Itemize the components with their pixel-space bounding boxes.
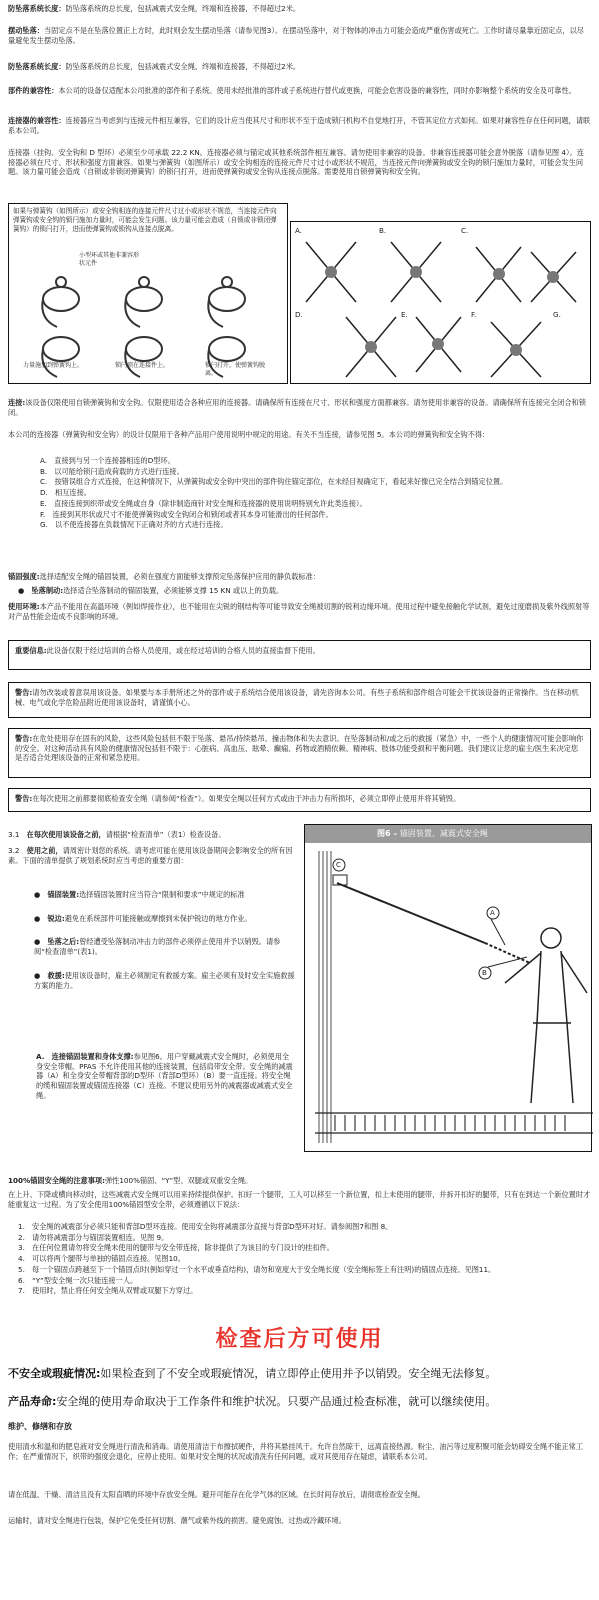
- unsafe-condition-paragraph: 不安全或瑕疵情况:如果检查到了不安全或瑕疵情况，请立即停止使用并予以销毁。安全绳无法修复。: [8, 1367, 497, 1380]
- environment-paragraph: 使用环境:本产品不能用在高温环境（例如焊接作业），也不能用在尖锐的钢结构等可能导致安全绳被切割的锐利边缘环境。使用过程中避免接触化学试剂，避免过度磨损及紫外线照射等对产品性能会造成不良影响的环境。: [8, 602, 590, 621]
- connector-usage-paragraph: 本公司的连接器（弹簧钩和安全钩）的设计仅限用于各种产品用户使用说明中规定的用途。有关不当连接，请参见图 5。本公司的弹簧钩和安全钩不得：: [8, 430, 490, 439]
- fig-label-d: D.: [295, 310, 303, 319]
- figure-6-anchorage-lanyard: [304, 824, 592, 1152]
- warning-box-inspection: 警告:在每次使用之前都要彻底检查安全绳（请参阅“检查”）。如果安全绳以任何方式或由于冲击力有所损坏，必须立即停止使用并将其销毁。: [8, 788, 591, 812]
- fall-arrest-bullet: ● 坠落制动:选择适合坠落制动的锚固装置，必须能够支撑 15 KN 或以上的负载。: [18, 586, 284, 595]
- plan-item-anchorage: ● 锚固装置:选择锚固装置时应当符合“限制和要求”中规定的标准: [34, 890, 245, 899]
- hundred-percent-tieoff-heading: 100%锚固安全绳的注意事项:弹性100%锚固、“Y”型、双腿或双重安全绳。: [8, 1176, 253, 1185]
- figure-6-illustration: [305, 843, 593, 1153]
- section-3-2: 3.2 使用之前，请周密计划您的系统。请考虑可能在使用该设备期间会影响安全的所有因素。下面的清单提供了规划系统时应当考虑的重要方面：: [8, 846, 293, 865]
- section-a-anchorage-connection: A. 连接锚固装置和身体支撑:参见图6。用户穿戴减震式安全绳时，必须使用全身安全带帽。PFAS 不允许使用其他的连接装置，包括肩带安全带。安全绳的减震器（A）和全身安全带帽背部的D型环（背部D型环）（B）要一直连接。将安全绳的缆和锚固装置或锚固连接器（C）连接。不建议使用另外的减震器或减震式安全绳。: [36, 1052, 293, 1100]
- product-life-paragraph: 产品寿命:安全绳的使用寿命取决于工作条件和维护状况。只要产品通过检查标准，就可以继续使用。: [8, 1395, 497, 1408]
- warning-box-health: 警告:在危处使用存在固有的风险，这些风险包括但不限于坠落、悬吊/持续悬吊、撞击物体和失去意识。在坠落制动和/或之后的救援（紧急）中，一些个人的健康情况可能会影响你的安全。对这种活动具有风险的健康情况包括但不限于：心脏病、高血压、眩晕、癫痫、药物或酒精依赖、精神病、肢体功能受损和平衡问题。我们建议让您的雇主/医生来决定您是否适合处理该设备的正常和紧急使用。: [8, 728, 591, 778]
- improper-connections-illustration: [291, 222, 592, 385]
- list-item: 4. 可以将两个腿带与单独的锚固点连接。见图10。: [18, 1254, 185, 1264]
- important-info-box: 重要信息:此设备仅限于经过培训的合格人员使用，或在经过培训的合格人员的直接监督下使用。: [8, 640, 591, 670]
- fig-label-e: E.: [401, 310, 408, 319]
- list-item: C. 按错误组合方式连接，在这种情况下，从弹簧钩或安全钩中突出的部件钩住锚定部位，在未经目视确定下，看起来好像已完全结合到锚定位置。: [40, 477, 508, 487]
- fig-label-b: B.: [379, 226, 387, 235]
- list-item: D. 相互连接。: [40, 488, 91, 498]
- tieoff-rules-list: [18, 1222, 589, 1297]
- connection-paragraph: 连接:该设备仅限使用自锁弹簧钩和安全钩。仅限使用适合各种应用的连接器。请确保所有连接在尺寸、形状和强度方面都兼容。请勿使用非兼容的设备。请确保所有连接完全闭合和锁闭。: [8, 398, 586, 417]
- hook-step-label-1: 力量施加到弹簧钩上。: [23, 362, 84, 369]
- section-3-1: 3.1 在每次使用该设备之前，请根据“检查清单”（表1）检查设备。: [8, 830, 226, 839]
- list-item: 2. 请勿将减震部分与锚固装置相连。见图 9。: [18, 1232, 169, 1242]
- connector-strength-paragraph: 连接器（挂钩、安全钩和 D 型环）必须至少可承载 22.2 KN。连接器必须与锚定或其他系统部件相互兼容。请勿使用非兼容的设备。非兼容连接器可能会意外脱落（请参见图 4）。连接器必须在尺寸、形状和强度方面兼容。如果与弹簧钩（如图所示）或安全钩相连的连接元件尺寸过小或形状不规范，当连接元件向弹簧钩或安全钩的锁闩施加力量时，可能会发生问题。该力量可能会造成（自锁或非锁闭弹簧钩）的锁闩打开，进而使弹簧钩或安全钩从连接点脱落。需要使用自锁弹簧钩和安全钩。: [8, 148, 584, 177]
- list-item: B. 以可能给锁闩造成荷载的方式进行连接。: [40, 466, 184, 476]
- figure-6-title-bar: 图6 – 锚固装置、减震式安全绳: [305, 825, 591, 843]
- fig6-label-b: B: [482, 969, 487, 977]
- fig-label-a: A.: [295, 226, 303, 235]
- fig6-label-a: A: [490, 909, 495, 917]
- maintenance-heading: 维护、修缮和存放: [8, 1422, 72, 1431]
- list-item: F. 连接到其形状或尺寸不能使弹簧钩或安全钩闭合和锁闭或者其本身可能滑出的任何部件。: [40, 509, 333, 519]
- storage-paragraph: 请在低温、干燥、清洁且没有太阳直晒的环境中存放安全绳。避开可能存在化学气体的区域。在长时间存放后，请彻底检查安全绳。: [8, 1490, 425, 1499]
- connector-compatibility-paragraph: 连接器的兼容性：连接器应当考虑到与连接元件相互兼容，它们的设计应当使其尺寸和形状不至于造成锁闩机构不自觉地打开，不管其定位方式如何。如果对兼容性存在任何问题，请联系本公司。: [8, 116, 591, 135]
- system-length-note-2: 防坠落系统长度：防坠落系统的总长度，包括减震式安全绳、终端和连接器，不得超过2米。: [8, 62, 301, 71]
- list-item: 6. “Y”型安全绳一次只能连接一人。: [18, 1275, 138, 1285]
- fig-label-g: G.: [553, 310, 561, 319]
- list-item: G. 以不使连接器在负载情况下正确对齐的方式进行连接。: [40, 520, 228, 530]
- swing-fall-paragraph: 摆动坠落：当固定点不是在坠落位置正上方时，此时则会发生摆动坠落（请参见图3）。在摆动坠落中，对于物体的冲击力可能会造成严重伤害或死亡。工作时请尽量靠近固定点，以尽量避免发生摆动坠落。: [8, 26, 584, 45]
- planning-list: [34, 890, 298, 990]
- list-item: A. 直接到与另一个连接器相连的D型环。: [40, 456, 175, 465]
- list-item: 3. 在任何位置请勿将安全绳未使用的腿带与安全带连接，除非提供了为该目的专门设计的挂扣件。: [18, 1243, 334, 1253]
- list-item: 7. 使用时，禁止将任何安全绳从双臂或双腿下方穿过。: [18, 1286, 198, 1296]
- plan-item-rescue: ● 救援:使用该设备时，雇主必须制定有救援方案。雇主必须有及时安全实施救援方案的能力。: [34, 970, 295, 990]
- transport-paragraph: 运输时，请对安全绳进行包装，保护它免受任何切割、潮气或紫外线的损害。避免腐蚀、过热或冷藏环境。: [8, 1516, 346, 1525]
- figure-hook-note: 小型环或其他非兼容形状元件: [79, 252, 140, 268]
- list-item: 5. 每一个锚固点跨越至下一个锚固点时(例如穿过一个水平或垂直结构)，请勿和宽度大于安全绳长度（安全绳标签上有注明)的锚固点连接。见图11。: [18, 1264, 496, 1274]
- hook-sequence-illustration: [9, 204, 289, 385]
- plan-item-after-fall: ● 坠落之后:曾经遭受坠落制动冲击力的部件必须停止使用并予以销毁。请参阅“检查清单”(表1)。: [34, 937, 281, 957]
- cleaning-paragraph: 使用清水和温和的肥皂液对安全绳进行清洗和消毒。请使用清洁干布擦拭硬件，并将其悬挂风干。允许自然晾干，远离直接热源。粉尘、油污等过度积聚可能会妨碍安全绳不能正常工作；在严重情况下，织带的强度会退化，应停止使用。如果对安全绳的状况或清洗有任何问题，或对其使用存在疑虑，请联系本公司。: [8, 1442, 584, 1461]
- anchorage-strength-paragraph: 锚固强度:选择适配安全绳的锚固装置，必须在强度方面能够支撑预定坠落保护应用的静负载标准：: [8, 572, 320, 581]
- inspect-before-use-title: 检查后方可使用: [215, 1327, 384, 1352]
- figure-hook-caption: 如果与弹簧钩（如图所示）或安全钩相连的连接元件尺寸过小或形状不规范，当连接元件向弹簧钩或安全钩的锁闩施加力量时，可能会发生问题。该力量可能会造成（自锁或非锁闭弹簧钩）的锁闩打开，进而使弹簧钩或锁钩从连接点脱离。: [13, 207, 277, 233]
- plan-item-sharp-edges: ● 锐边:避免在系统部件可能接触或摩擦到未保护锐边的地方作业。: [34, 913, 252, 923]
- figure-hook-rollout: [8, 203, 288, 384]
- hundred-percent-tieoff-paragraph: 在上升、下降或横向移动时，这些减震式安全绳可以用来持续提供保护。扣好一个腿带，工人可以移至一个新位置，扣上未使用的腿带，并拆开扣好的腿带，只有在到达一个新位置时才能重复这一过程。为了安全使用100%锚固型安全带，必须遵循以下说法：: [8, 1190, 591, 1209]
- hook-step-label-3: 锁闩打开，使弹簧钩脱离。: [205, 362, 266, 378]
- warning-box-modification: 警告:请勿改装或着意误用该设备。如果要与本手册所述之外的部件或子系统结合使用该设备，请先咨询本公司。有些子系统和部件组合可能会干扰该设备的正常操作。当在移动机械、电气或化学危险品附近使用该设备时，请谨慎小心。: [8, 682, 591, 718]
- list-item: 1. 安全绳的减震部分必须只能和背部D型环连接。使用安全钩将减震部分直接与背部D型环对好。请参阅图7和图 8。: [18, 1222, 393, 1231]
- figure-improper-connections: [290, 221, 591, 384]
- fig-label-f: F.: [471, 310, 477, 319]
- hook-step-label-2: 锁闩顶在连接件上。: [115, 362, 170, 369]
- fig-label-c: C.: [461, 226, 469, 235]
- component-compatibility-paragraph: 部件的兼容性：本公司的设备仅适配本公司批准的部件和子系统。使用未经批准的部件或子系统进行替代或更换，可能会危害设备的兼容性，同时亦影响整个系统的安全及可靠性。: [8, 86, 576, 95]
- fig6-label-c: C: [336, 861, 341, 869]
- system-length-note-1: 防坠落系统长度：防坠落系统的总长度，包括减震式安全绳，终端和连接器，不得超过2米。: [8, 4, 301, 13]
- improper-connection-list: [40, 456, 585, 531]
- list-item: E. 直接连接到织带或安全绳或自身（除非制造商针对安全绳和连接器的使用说明特别允许此类连接）。: [40, 498, 367, 508]
